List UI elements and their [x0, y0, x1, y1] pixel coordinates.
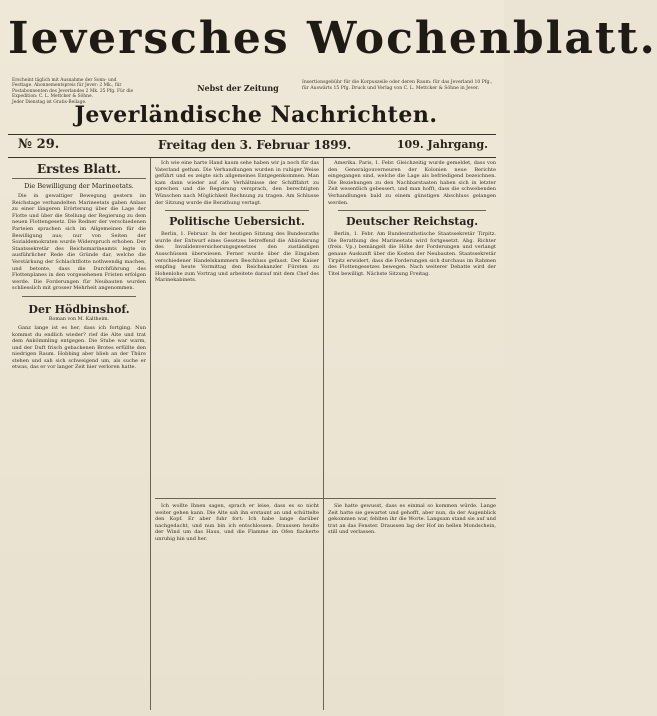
section-divider — [338, 210, 486, 211]
issue-number: № 29. — [18, 137, 60, 152]
political-overview-heading: Politische Uebersicht. — [169, 215, 305, 229]
serial-continuation-right — [328, 503, 496, 708]
article-paragraph: Berlin, 1. Febr. Am Bundesrathstische Staatssekretär Tirpitz. Die Berathung des Marineetats wird fortgesetzt. Abg. Richter (freis. Vp.) bemängelt die Höhe der Forderungen und verlangt genaue Auskunft über die Kosten der Neubauten. Staatssekretär Tirpitz erwidert, dass die Forderungen sich durchaus im Rahmen des Flottengesetzes bewegen. Nach weiterer Debatte wird der Titel bewilligt. Nächste Sitzung Freitag. — [328, 231, 496, 277]
serial-paragraph: Ich wollte Ihnen sagen, sprach er leise, dass es so nicht weiter gehen kann. Die Alte sah ihn erstaunt an und schüttelte den Kopf. Er aber fuhr fort: Ich habe lange darüber nachgedacht, und nun bin ich entschlossen. Draussen heulte der Wind um das Haus, und die Flamme im Ofen flackerte unruhig hin und her. — [155, 503, 319, 542]
serial-author: Roman von M. Kaltheim. — [48, 316, 110, 322]
serial-paragraph: Ganz lange ist es her, dass ich fortging. Nun kommst du endlich wieder? rief die Alte und trat dem Ankömmling entgegen. Die Stube war warm, und der Duft frisch gebackenen Brotes erfüllte den niedrigen Raum. Hobbing aber blieb an der Thüre stehen und sah sich schweigend um, als suche er etwas, das er vor langer Zeit hier verloren hatte. — [12, 324, 146, 371]
newspaper-subtitle: Jeverländische Nachrichten. — [74, 102, 438, 128]
column-1 — [12, 160, 146, 710]
serial-title: Der Hödbinshof. — [28, 302, 130, 316]
issue-bar — [8, 134, 496, 158]
section-divider — [22, 296, 136, 297]
section-divider — [165, 210, 309, 211]
article-body — [12, 193, 146, 292]
serial-paragraph: Sie hatte gewusst, dass es einmal so kommen würde. Lange Zeit hatte sie gewartet und gehofft, aber nun, da der Augenblick gekommen war, fehlten ihr die Worte. Langsam stand sie auf und trat an das Fenster. Draussen lag der Hof im hellen Mondschein, still und verlassen. — [328, 503, 496, 536]
column-2-top — [155, 160, 319, 206]
article-paragraph: Berlin, 1. Februar. In der heutigen Sitzung des Bundesraths wurde der Entwurf eines Gesetzes betreffend die Abänderung des Invalidenversicherungsgesetzes den zuständigen Ausschüssen überwiesen. Ferner wurde über die Eingaben verschiedener Handelskammern Beschluss gefasst. Der Kaiser empfing heute Vormittag den Reichskanzler Fürsten zu Hohenlohe zum Vortrag und arbeitete darauf mit dem Chef des Marinekabinets. — [155, 231, 319, 284]
column-rule — [323, 158, 324, 710]
masthead-title: Ieversches Wochenblatt. — [8, 13, 657, 64]
serial-continuation-text — [328, 503, 496, 536]
article-paragraph: Die in gewaltiger Bewegung gestern im Reichstage verhandelten Marineetats gaben Anlass zu einer längeren Erörterung über die Lage der Flotte und über die Stellung der Regierung zu dem neuen Flottengesetz. Die Redner der verschiedenen Parteien sprachen sich im Allgemeinen für die Bewilligung aus; nur von Seiten der Sozialdemokraten wurde Widerspruch erhoben. Der Staatssekretär des Reichsmarineamts legte in ausführlicher Rede die Gründe dar, welche die Verstärkung der Schlachtflotte nothwendig machen, und betonte, dass die Durchführung des Flottenplanes in den vorgesehenen Fristen erfolgen werde. Die Forderungen für Neubauten wurden schliesslich mit grosser Mehrheit angenommen. — [12, 193, 146, 292]
serial-body — [12, 325, 146, 371]
article-paragraph: Ich wie eine harte Hand kaum sehe haben wir ja noch für das Vaterland gethan. Die Verhandlungen wurden in ruhiger Weise geführt und es zeigte sich allgemeines Entgegenkommen. Man kam dann wieder auf die Verhältnisse der Schifffahrt zu sprechen und die Regierung versprach, den berechtigten Wünschen nach Möglichkeit Rechnung zu tragen. Am Schlusse der Sitzung wurde die Berathung vertagt. — [155, 160, 319, 206]
first-sheet-heading: Erstes Blatt. — [12, 162, 146, 179]
supplement-label: Nebst der Zeitung — [197, 83, 279, 93]
column-3-top — [328, 160, 496, 206]
article-heading: Die Bewilligung der Marineetats. — [24, 182, 134, 190]
article-paragraph: Amerika. Paris, 1. Febr. Gleichzeitig wurde gemeldet, dass von den Generalgouverneuren der Kolonien neue Berichte eingegangen sind, welche die Lage als befriedigend bezeichnen. Die Beziehungen zu den Nachbarstaaten haben sich in letzter Zeit wesentlich gebessert, und man hofft, dass die schwebenden Verhandlungen bald zu einem günstigen Abschluss gelangen werden. — [328, 160, 496, 206]
political-overview-body — [155, 231, 319, 284]
issue-year: 109. Jahrgang. — [396, 138, 488, 151]
serial-divider — [155, 498, 496, 499]
insertion-notice: Insertionsgebühr für die Korpuszeile oder deren Raum: für das Jeverland 10 Pfg., für Auswärts 15 Pfg. Druck und Verlag von C. L. Mettcker & Söhne in Jever. — [302, 80, 493, 91]
serial-continuation-left — [155, 503, 319, 708]
column-rule — [150, 158, 151, 710]
reichstag-body — [328, 231, 496, 277]
serial-continuation-text — [155, 503, 319, 543]
subscription-text: Erscheint täglich mit Ausnahme der Sonn- und Festtage. Abonnementspreis für Jever: 2 Mk., für Postabonnenten des Jeverlandes 2 Mk. 25 Pfg. Für die Expedition: C. L. Mettcker & Söhne. — [12, 78, 134, 100]
supplement-note: Jeder Dienstag ist Gratis-Beilage. — [12, 99, 87, 105]
issue-date: Freitag den 3. Februar 1899. — [158, 138, 352, 152]
reichstag-heading: Deutscher Reichstag. — [345, 215, 479, 229]
